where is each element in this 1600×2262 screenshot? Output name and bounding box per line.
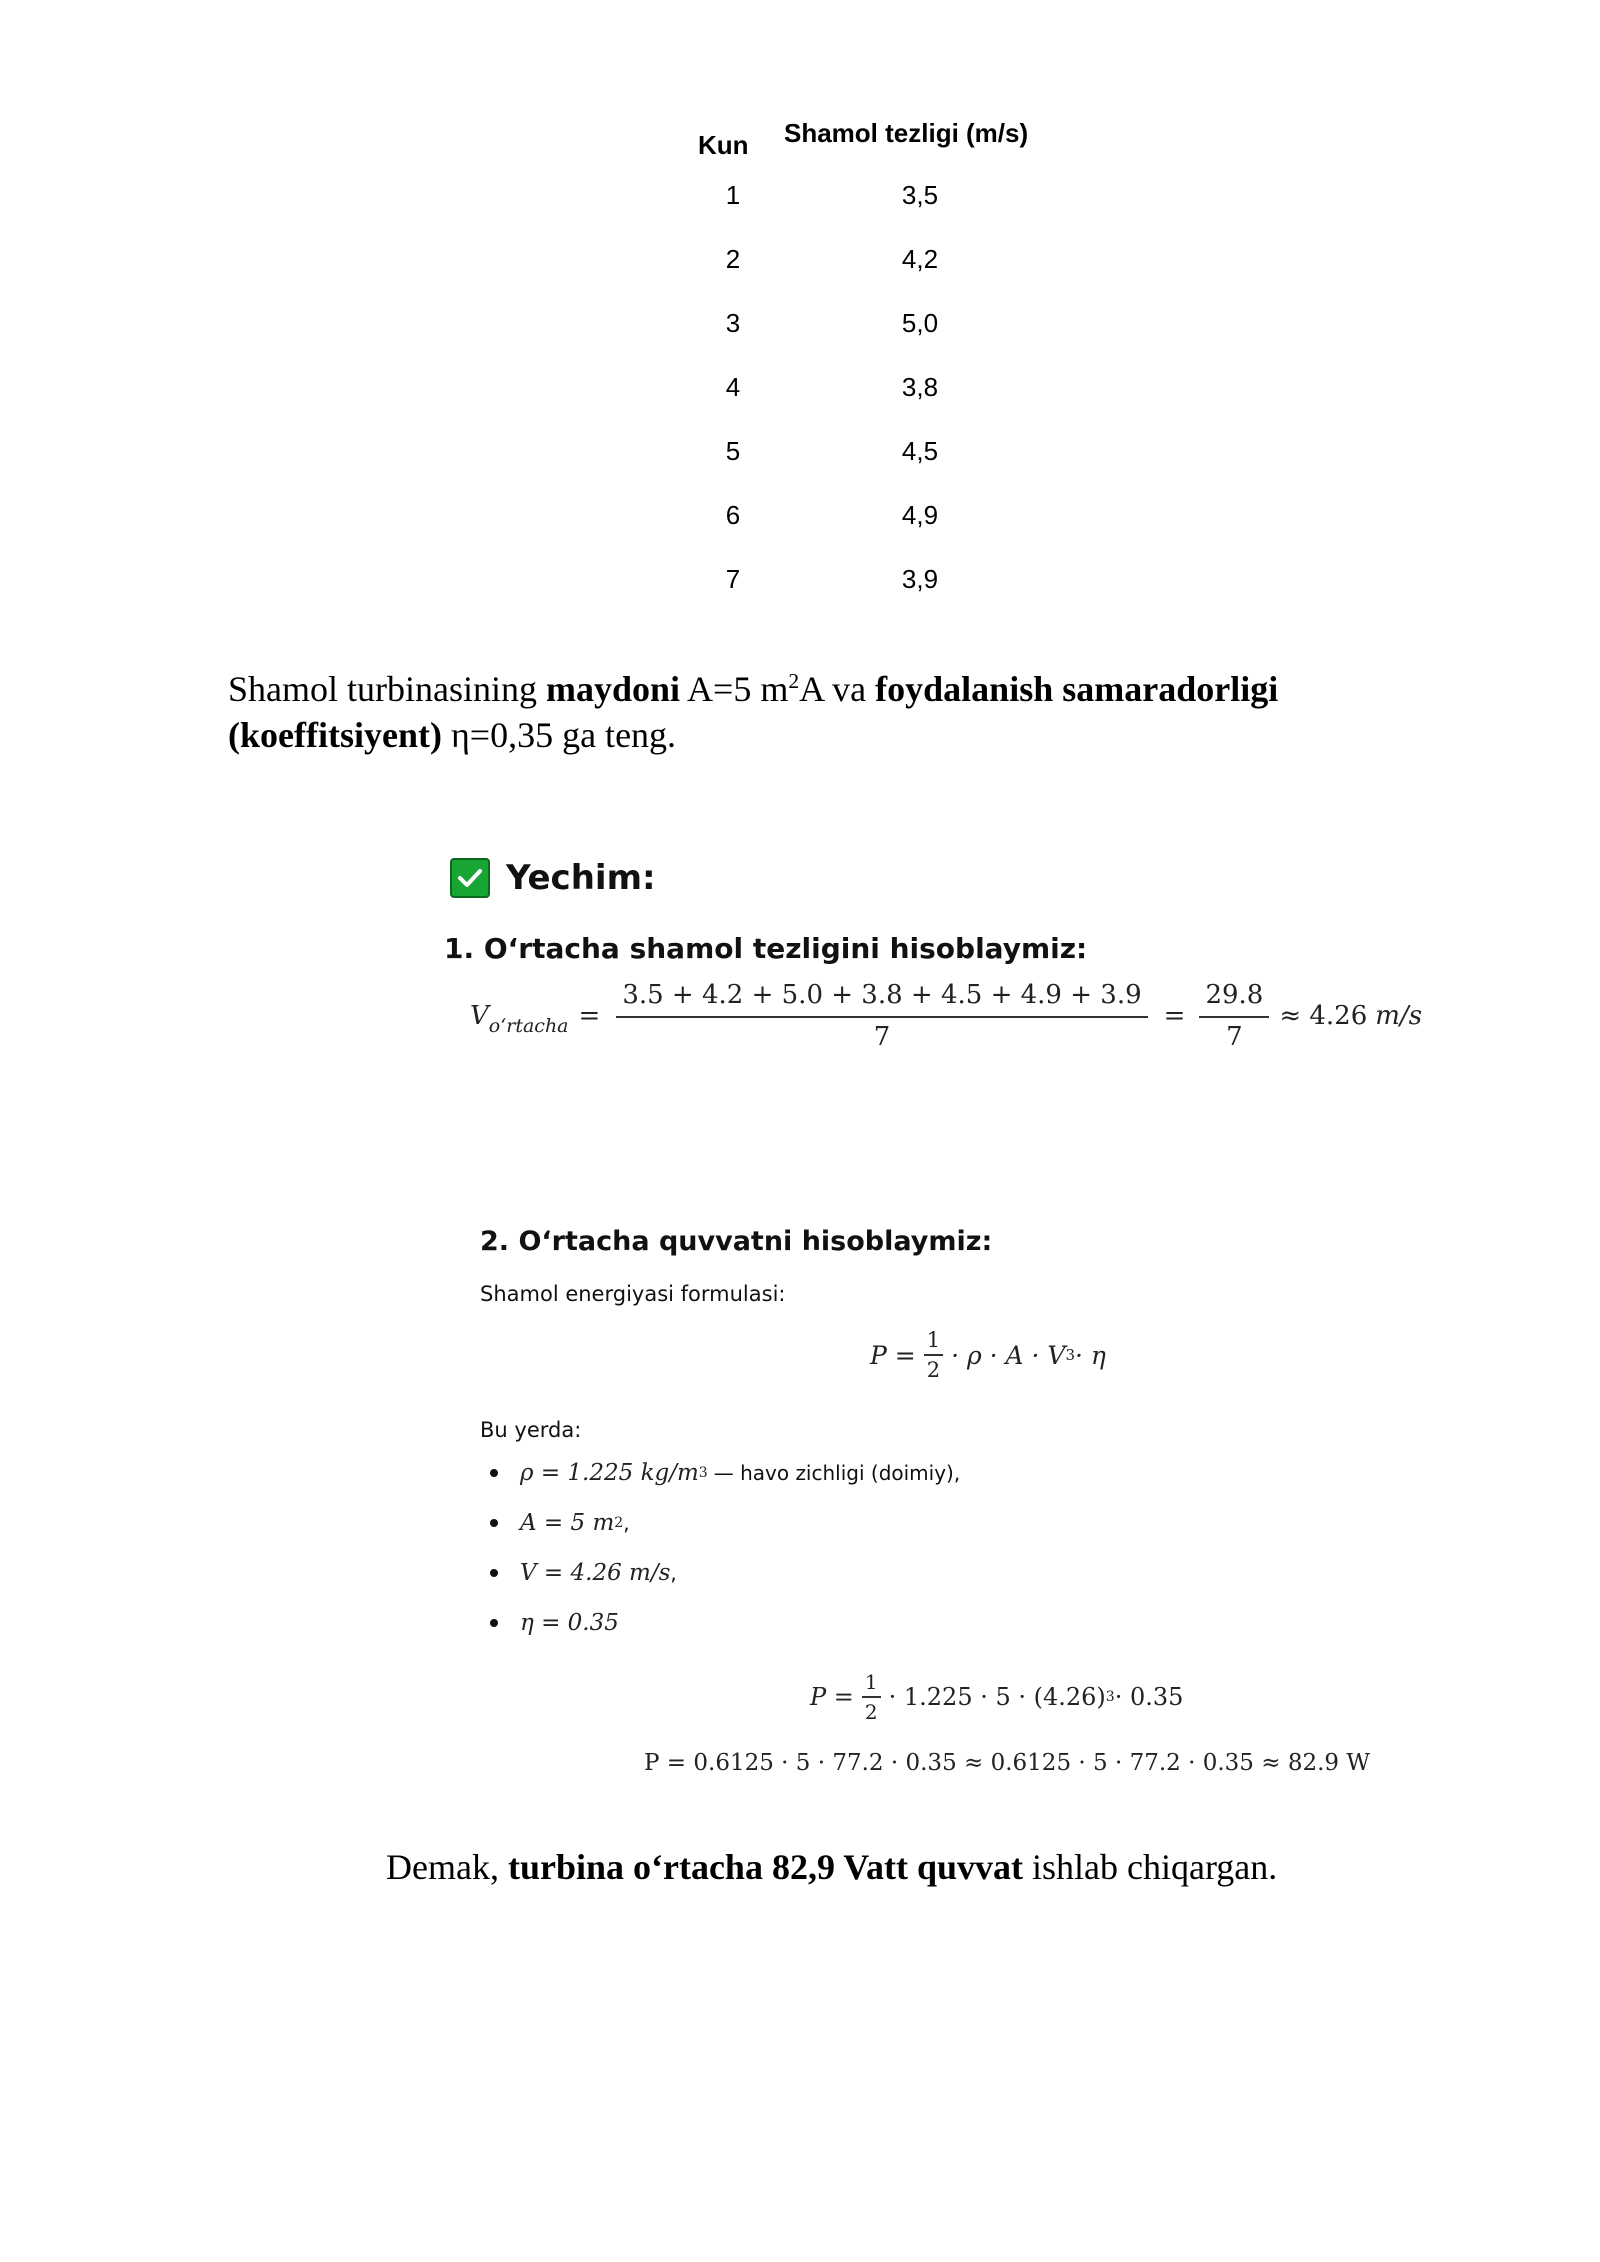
- intro-bold-coefficient: (koeffitsiyent): [228, 715, 442, 755]
- step1-heading: 1. O‘rtacha shamol tezligini hisoblaymiz:: [444, 932, 1088, 965]
- table-cell-day: 7: [725, 564, 741, 594]
- calc-rest: · 1.225 · 5 · (4.26): [888, 1683, 1106, 1711]
- checkmark-icon: [450, 858, 490, 898]
- list-item-text: ,: [623, 1511, 630, 1535]
- table-row: [680, 372, 1060, 412]
- bullet-icon: [490, 1519, 498, 1527]
- table-cell-day: 4: [725, 372, 741, 402]
- table-cell-speed: 4,9: [901, 500, 939, 530]
- power-result: P = 0.6125 · 5 · 77.2 · 0.35 ≈ 0.6125 · 5 · 77.2 · 0.35 ≈ 82.9 W: [644, 1750, 1370, 1776]
- intro-text: η=0,35 ga teng.: [441, 715, 677, 755]
- conclusion-text: ishlab chiqargan.: [1023, 1847, 1278, 1887]
- table-cell-day: 3: [725, 308, 741, 338]
- table-row: [680, 500, 1060, 540]
- total-numerator: 29.8: [1199, 980, 1269, 1018]
- list-item-text: ,: [670, 1561, 677, 1585]
- equation-unit: m/s: [1375, 1001, 1423, 1031]
- conclusion-text: Demak,: [386, 1847, 508, 1887]
- intro-superscript: 2: [788, 669, 800, 693]
- equation-equals: =: [1163, 1001, 1186, 1031]
- list-item-math: V = 4.26 m/s: [520, 1560, 671, 1586]
- sum-denominator: 7: [873, 1022, 891, 1052]
- list-item: [490, 1610, 619, 1636]
- list-item: [490, 1560, 677, 1586]
- solution-block: [430, 840, 1423, 1840]
- intro-text: Shamol turbinasining: [228, 669, 546, 709]
- table-cell-speed: 5,0: [901, 308, 939, 338]
- list-item-math: η = 0.35: [520, 1610, 619, 1636]
- half-fraction: [862, 1670, 881, 1724]
- list-item: ρ = 1.225 kg/m 3 — havo zichligi (doimiy),: [490, 1460, 960, 1486]
- intro-text: A va: [799, 669, 876, 709]
- wind-speed-table: [680, 110, 1060, 610]
- intro-bold-efficiency: foydalanish samaradorligi: [875, 669, 1279, 709]
- sum-numerator: 3.5 + 4.2 + 5.0 + 3.8 + 4.5 + 4.9 + 3.9: [616, 980, 1147, 1018]
- total-fraction: [1199, 980, 1269, 1052]
- half-denominator: 2: [864, 1700, 878, 1724]
- bullet-icon: [490, 1619, 498, 1627]
- equation-subscript: o‘rtacha: [488, 1015, 569, 1037]
- table-cell-speed: 4,5: [901, 436, 939, 466]
- power-calculation: P = $\frac{1}{2}$ · 1.225 · 5 · (4.26) 3 · 0.35: [810, 1670, 1184, 1724]
- calc-rest: · 0.35: [1114, 1683, 1184, 1711]
- conclusion-paragraph: [386, 1844, 1486, 1890]
- equation-equals: =: [578, 1001, 601, 1031]
- table-row: [680, 180, 1060, 220]
- conclusion-bold: turbina o‘rtacha 82,9 Vatt quvvat: [507, 1847, 1024, 1887]
- list-item-math: ρ = 1.225 kg/m: [520, 1460, 699, 1486]
- step2-heading: 2. O‘rtacha quvvatni hisoblaymiz:: [480, 1226, 993, 1257]
- list-item: A = 5 m 2 ,: [490, 1510, 630, 1536]
- table-cell-speed: 3,8: [901, 372, 939, 402]
- table-header-speed: Shamol tezligi (m/s): [784, 118, 1029, 148]
- list-item-math: A = 5 m: [520, 1510, 615, 1536]
- table-cell-day: 6: [725, 500, 741, 530]
- table-row: [680, 436, 1060, 476]
- intro-text: A=5 m: [680, 669, 789, 709]
- formula-rest: · ρ · A · V: [951, 1340, 1066, 1370]
- intro-paragraph: [228, 666, 1388, 758]
- table-cell-day: 1: [725, 180, 741, 210]
- half-numerator: 1: [862, 1670, 881, 1698]
- half-denominator: 2: [926, 1358, 941, 1382]
- table-cell-day: 2: [725, 244, 741, 274]
- formula-rest: · η: [1075, 1340, 1106, 1370]
- table-cell-speed: 4,2: [901, 244, 939, 274]
- half-numerator: 1: [924, 1328, 943, 1356]
- table-cell-speed: 3,5: [901, 180, 939, 210]
- list-item-text: — havo zichligi (doimiy),: [713, 1461, 961, 1485]
- table-row: [680, 244, 1060, 284]
- calc-lhs: P =: [810, 1683, 854, 1711]
- formula-label: Shamol energiyasi formulasi:: [480, 1282, 786, 1306]
- sum-fraction: [616, 980, 1147, 1052]
- table-row: [680, 308, 1060, 348]
- table-cell-speed: 3,9: [901, 564, 939, 594]
- table-header-day: Kun: [698, 130, 749, 160]
- table-cell-day: 5: [725, 436, 741, 466]
- equation-approx: ≈ 4.26: [1279, 1001, 1368, 1031]
- intro-bold-area: maydoni: [546, 669, 681, 709]
- equation-variable: V: [470, 1001, 489, 1031]
- solution-title: Yechim:: [506, 858, 656, 898]
- step1-equation: [470, 980, 1422, 1052]
- power-formula: P = $\frac{1}{2}$ · ρ · A · V 3 · η: [870, 1328, 1106, 1382]
- bullet-icon: [490, 1569, 498, 1577]
- where-label: Bu yerda:: [480, 1418, 582, 1442]
- bullet-icon: [490, 1469, 498, 1477]
- total-denominator: 7: [1226, 1022, 1243, 1052]
- table-row: [680, 564, 1060, 604]
- formula-lhs: P =: [870, 1340, 916, 1370]
- half-fraction: [924, 1328, 943, 1382]
